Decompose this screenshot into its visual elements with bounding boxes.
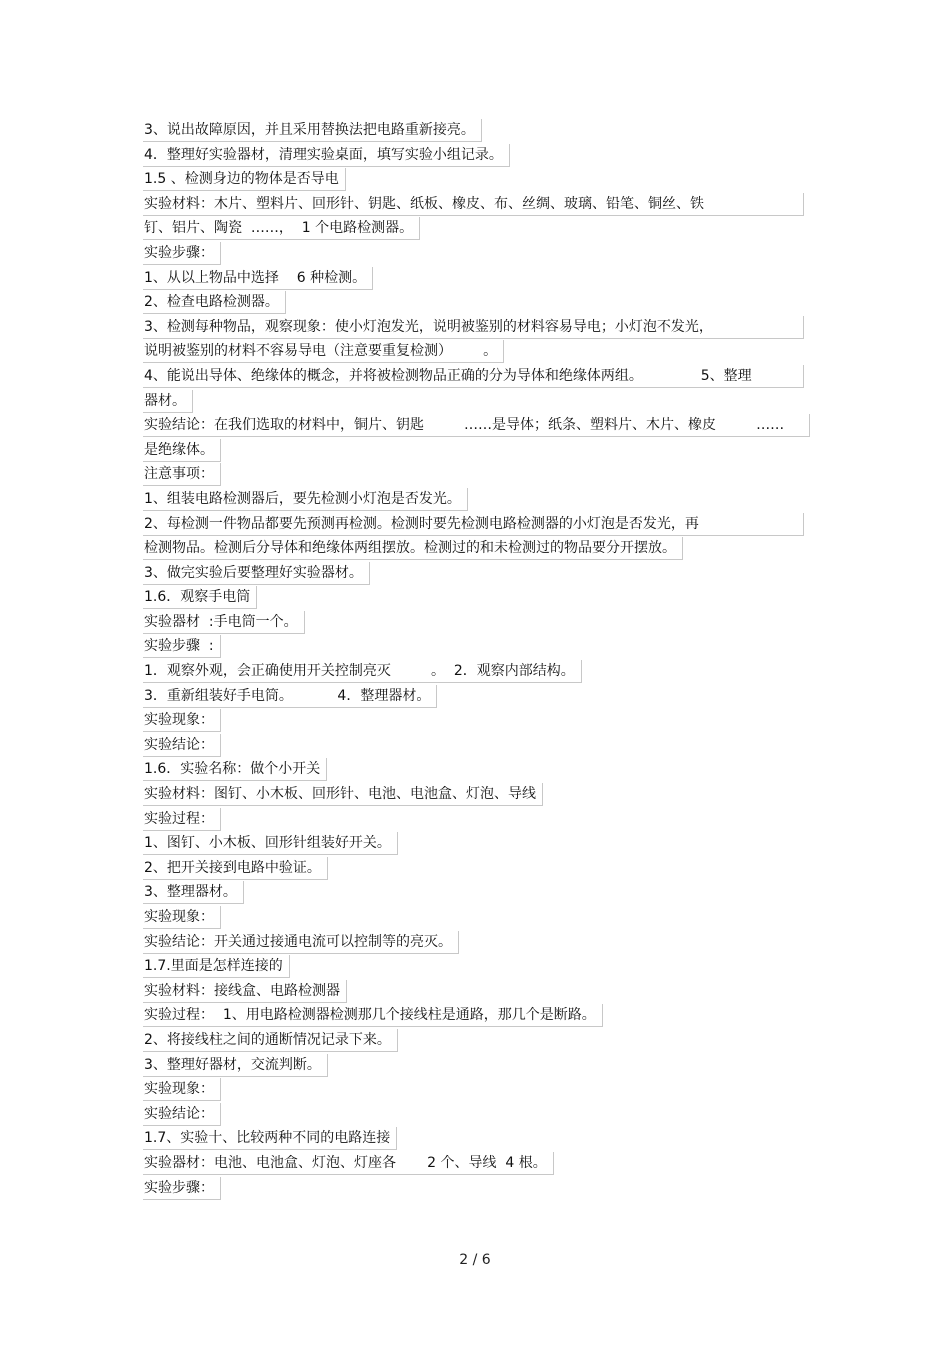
text-line xyxy=(143,685,813,710)
text-line xyxy=(143,1103,813,1128)
line-text: 是绝缘体。 xyxy=(143,439,221,462)
text-line xyxy=(143,906,813,931)
text-line xyxy=(143,857,813,882)
section-heading xyxy=(143,1127,813,1152)
text-line xyxy=(143,217,813,242)
line-text: 检测物品。检测后分导体和绝缘体两组摆放。检测过的和未检测过的物品要分开摆放。 xyxy=(143,537,683,560)
page-body xyxy=(143,119,813,1201)
text-line xyxy=(143,635,813,660)
text-line xyxy=(143,611,813,636)
text-line xyxy=(143,488,813,513)
line-text: 实验过程： xyxy=(143,808,221,831)
line-text: 1、从以上物品中选择 6 种检测。 xyxy=(143,267,373,290)
line-text: 4、能说出导体、绝缘体的概念，并将被检测物品正确的分为导体和绝缘体两组。 5、整理 xyxy=(143,365,804,388)
page-number: 2 / 6 xyxy=(459,1252,491,1268)
line-text: 1.6．观察手电筒 xyxy=(143,586,257,609)
line-text: 实验材料：图钉、小木板、回形针、电池、电池盒、灯泡、导线 xyxy=(143,783,543,806)
line-text: 注意事项： xyxy=(143,463,221,486)
text-line xyxy=(143,1152,813,1177)
text-line xyxy=(143,390,813,415)
line-text: 实验步骤 : xyxy=(143,635,221,658)
text-line xyxy=(143,291,813,316)
line-text: 3、整理好器材，交流判断。 xyxy=(143,1054,328,1077)
line-text: 3、整理器材。 xyxy=(143,881,244,904)
text-line xyxy=(143,931,813,956)
text-line xyxy=(143,709,813,734)
text-line xyxy=(143,267,813,292)
line-text: 实验器材 :手电筒一个。 xyxy=(143,611,305,634)
line-text: 实验结论： xyxy=(143,1103,221,1126)
text-line xyxy=(143,660,813,685)
text-line xyxy=(143,980,813,1005)
line-text: 实验材料：木片、塑料片、回形针、钥匙、纸板、橡皮、布、丝绸、玻璃、铅笔、铜丝、铁 xyxy=(143,193,804,216)
text-line xyxy=(143,808,813,833)
line-text: 实验材料：接线盒、电路检测器 xyxy=(143,980,347,1003)
line-text: 1、组装电路检测器后，要先检测小灯泡是否发光。 xyxy=(143,488,468,511)
line-text: 3、做完实验后要整理好实验器材。 xyxy=(143,562,370,585)
line-text: 1、图钉、小木板、回形针组装好开关。 xyxy=(143,832,398,855)
line-text: 实验结论：在我们选取的材料中，铜片、钥匙 ……是导体；纸条、塑料片、木片、橡皮 …… xyxy=(143,414,810,437)
text-line xyxy=(143,562,813,587)
text-line xyxy=(143,340,813,365)
line-text: 实验步骤： xyxy=(143,1177,221,1200)
text-line xyxy=(143,144,813,169)
line-text: 2、每检测一件物品都要先预测再检测。检测时要先检测电路检测器的小灯泡是否发光，再 xyxy=(143,513,804,536)
text-line xyxy=(143,414,813,439)
text-line xyxy=(143,1004,813,1029)
text-line xyxy=(143,783,813,808)
line-text: 实验器材：电池、电池盒、灯泡、灯座各 2 个、导线 4 根。 xyxy=(143,1152,554,1175)
text-line xyxy=(143,1177,813,1202)
text-line xyxy=(143,513,813,538)
text-line xyxy=(143,881,813,906)
line-text: 1.7.里面是怎样连接的 xyxy=(143,955,290,978)
line-text: 实验现象： xyxy=(143,1078,221,1101)
line-text: 实验结论：开关通过接通电流可以控制等的亮灭。 xyxy=(143,931,459,954)
line-text: 器材。 xyxy=(143,390,193,413)
text-line xyxy=(143,734,813,759)
text-line xyxy=(143,537,813,562)
line-text: 实验现象： xyxy=(143,709,221,732)
text-line xyxy=(143,365,813,390)
line-text: 1.7、实验十、比较两种不同的电路连接 xyxy=(143,1127,397,1150)
section-heading xyxy=(143,168,813,193)
text-line xyxy=(143,1029,813,1054)
line-text: 2、将接线柱之间的通断情况记录下来。 xyxy=(143,1029,398,1052)
line-text: 3．重新组装好手电筒。 4．整理器材。 xyxy=(143,685,437,708)
text-line xyxy=(143,1078,813,1103)
text-line xyxy=(143,439,813,464)
line-text: 实验现象： xyxy=(143,906,221,929)
line-text: 3、检测每种物品，观察现象：使小灯泡发光，说明被鉴别的材料容易导电；小灯泡不发光， xyxy=(143,316,804,339)
section-heading xyxy=(143,758,813,783)
text-line xyxy=(143,1054,813,1079)
line-text: 钉、铝片、陶瓷 ……， 1 个电路检测器。 xyxy=(143,217,420,240)
line-text: 实验结论： xyxy=(143,734,221,757)
line-text: 实验过程： 1、用电路检测器检测那几个接线柱是通路，那几个是断路。 xyxy=(143,1004,603,1027)
line-text: 2、检查电路检测器。 xyxy=(143,291,286,314)
text-line xyxy=(143,193,813,218)
line-text: 实验步骤： xyxy=(143,242,221,265)
line-text: 2、把开关接到电路中验证。 xyxy=(143,857,328,880)
line-text: 3、说出故障原因，并且采用替换法把电路重新接亮。 xyxy=(143,119,482,142)
text-line xyxy=(143,119,813,144)
line-text: 4．整理好实验器材，清理实验桌面，填写实验小组记录。 xyxy=(143,144,510,167)
line-text: 说明被鉴别的材料不容易导电（注意要重复检测） 。 xyxy=(143,340,504,363)
section-heading xyxy=(143,955,813,980)
text-line xyxy=(143,242,813,267)
text-line xyxy=(143,316,813,341)
line-text: 1.5 、检测身边的物体是否导电 xyxy=(143,168,346,191)
section-heading xyxy=(143,586,813,611)
text-line xyxy=(143,463,813,488)
line-text: 1．观察外观，会正确使用开关控制亮灭 。 2．观察内部结构。 xyxy=(143,660,582,683)
line-text: 1.6．实验名称：做个小开关 xyxy=(143,758,327,781)
text-line xyxy=(143,832,813,857)
